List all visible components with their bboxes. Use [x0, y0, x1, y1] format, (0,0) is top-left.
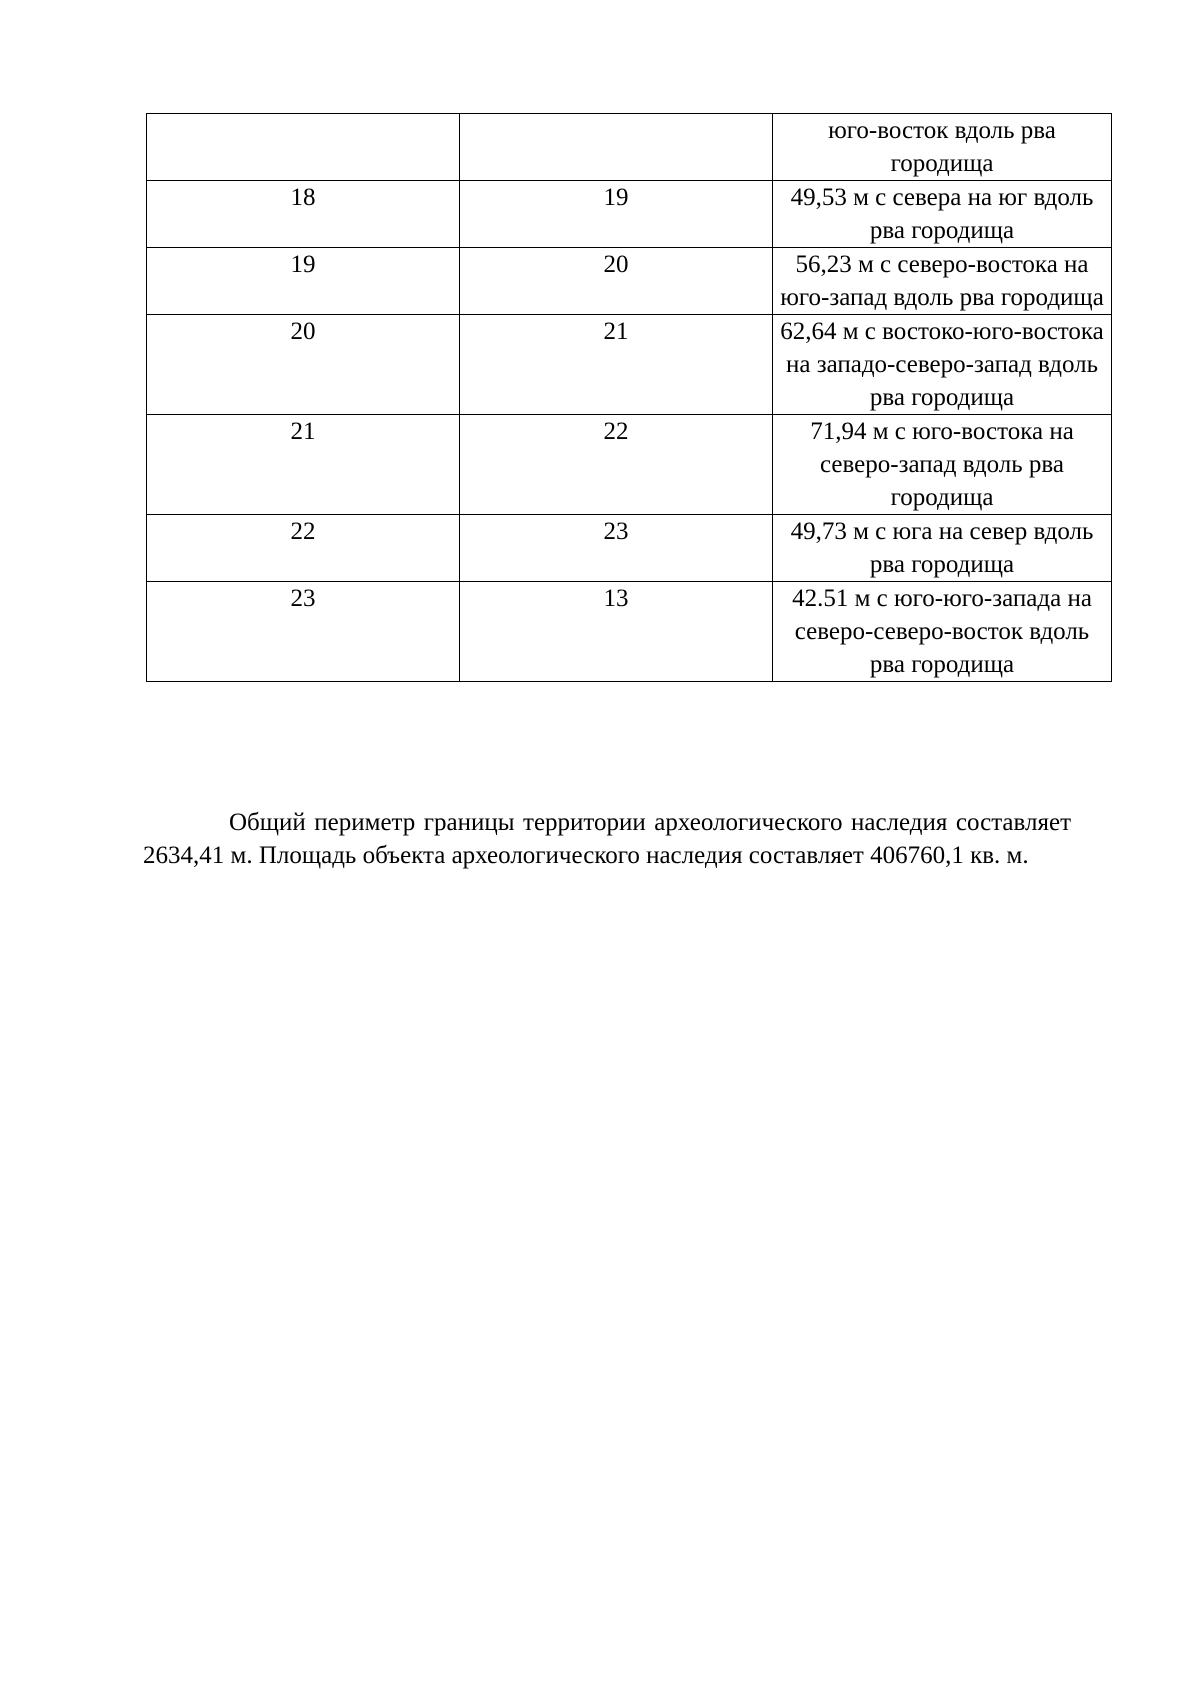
segment-description-cell: юго-восток вдоль рва городища: [773, 114, 1112, 181]
point-from-cell: [147, 114, 460, 181]
segment-description-cell: 42.51 м с юго-юго-запада на северо-северо-восток вдоль рва городища: [773, 582, 1112, 682]
table-row: [147, 248, 1112, 315]
table-row: [147, 114, 1112, 181]
point-from-cell: 18: [147, 181, 460, 248]
segment-description-cell: 56,23 м с северо-востока на юго-запад вдоль рва городища: [773, 248, 1112, 315]
table-row: [147, 181, 1112, 248]
point-to-cell: 23: [460, 515, 773, 582]
table-row: [147, 515, 1112, 582]
segment-description-cell: 62,64 м с востоко-юго-востока на западо-северо-запад вдоль рва городища: [773, 315, 1112, 415]
point-to-cell: 13: [460, 582, 773, 682]
point-to-cell: 19: [460, 181, 773, 248]
point-to-cell: 22: [460, 415, 773, 515]
table-row: [147, 315, 1112, 415]
point-from-cell: 19: [147, 248, 460, 315]
segment-description-cell: 49,53 м с севера на юг вдоль рва городища: [773, 181, 1112, 248]
point-from-cell: 22: [147, 515, 460, 582]
point-from-cell: 21: [147, 415, 460, 515]
point-to-cell: [460, 114, 773, 181]
point-from-cell: 23: [147, 582, 460, 682]
table-row: [147, 582, 1112, 682]
table-row: [147, 415, 1112, 515]
segment-description-cell: 49,73 м с юга на север вдоль рва городища: [773, 515, 1112, 582]
segment-description-cell: 71,94 м с юго-востока на северо-запад вдоль рва городища: [773, 415, 1112, 515]
point-to-cell: 20: [460, 248, 773, 315]
boundary-points-table: [146, 113, 1112, 682]
point-to-cell: 21: [460, 315, 773, 415]
point-from-cell: 20: [147, 315, 460, 415]
perimeter-area-summary: Общий периметр границы территории археологического наследия составляет 2634,41 м. Площадь объекта археологического наследия составляет 406760,1 кв. м.: [143, 809, 1071, 869]
